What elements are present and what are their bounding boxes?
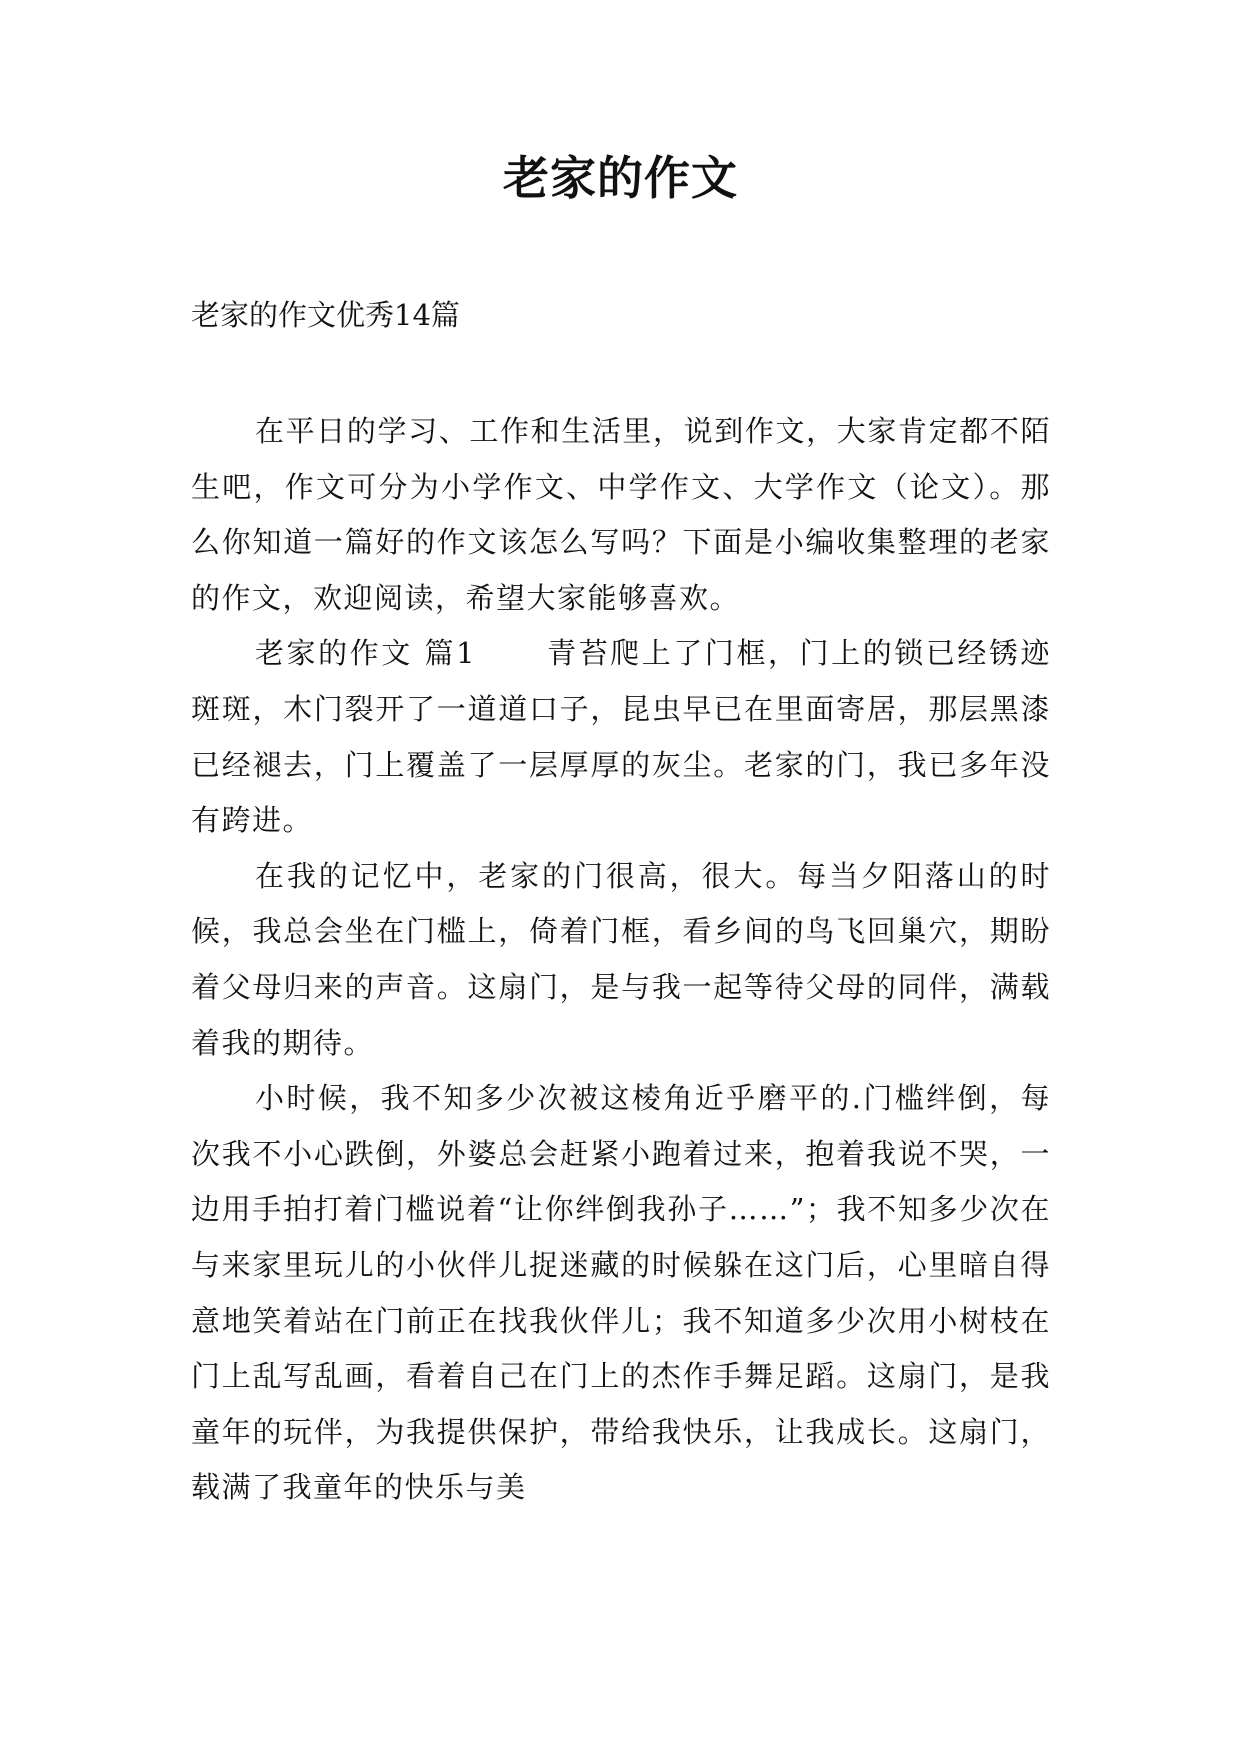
essay-paragraph: 在我的记忆中，老家的门很高，很大。每当夕阳落山的时候，我总会坐在门槛上，倚着门框，看乡间的鸟飞回巢穴，期盼着父母归来的声音。这扇门，是与我一起等待父母的同伴，满载着我的期待。 [191, 858, 1051, 1060]
essay-label: 老家的作文 篇1 [255, 636, 477, 671]
document-subtitle: 老家的作文优秀14篇 [191, 298, 460, 332]
document-title: 老家的作文 [503, 151, 738, 205]
essay-paragraph: 小时候，我不知多少次被这棱角近乎磨平的.门槛绊倒，每次我不小心跌倒，外婆总会赶紧小跑着过来，抱着我说不哭，一边用手拍打着门槛说着“让你绊倒我孙子……”；我不知多少次在与来家里玩儿的小伙伴儿捉迷藏的时候躲在这门后，心里暗自得意地笑着站在门前正在找我伙伴儿；我不知道多少次用小树枝在门上乱写乱画，看着自己在门上的杰作手舞足蹈。这扇门，是我童年的玩伴，为我提供保护，带给我快乐，让我成长。这扇门，载满了我童年的快乐与美 [191, 1081, 1051, 1505]
essay-paragraph-text: 青苔爬上了门框，门上的锁已经锈迹斑斑，木门裂开了一道道口子，昆虫早已在里面寄居，那层黑漆已经褪去，门上覆盖了一层厚厚的灰尘。老家的门，我已多年没有跨进。 [191, 636, 1051, 838]
essay-1-first-paragraph [191, 626, 1051, 848]
intro-paragraph: 在平日的学习、工作和生活里，说到作文，大家肯定都不陌生吧，作文可分为小学作文、中学作文、大学作文（论文）。那么你知道一篇好的作文该怎么写吗？下面是小编收集整理的老家的作文，欢迎阅读，希望大家能够喜欢。 [191, 414, 1051, 615]
document-body [191, 404, 1051, 1516]
